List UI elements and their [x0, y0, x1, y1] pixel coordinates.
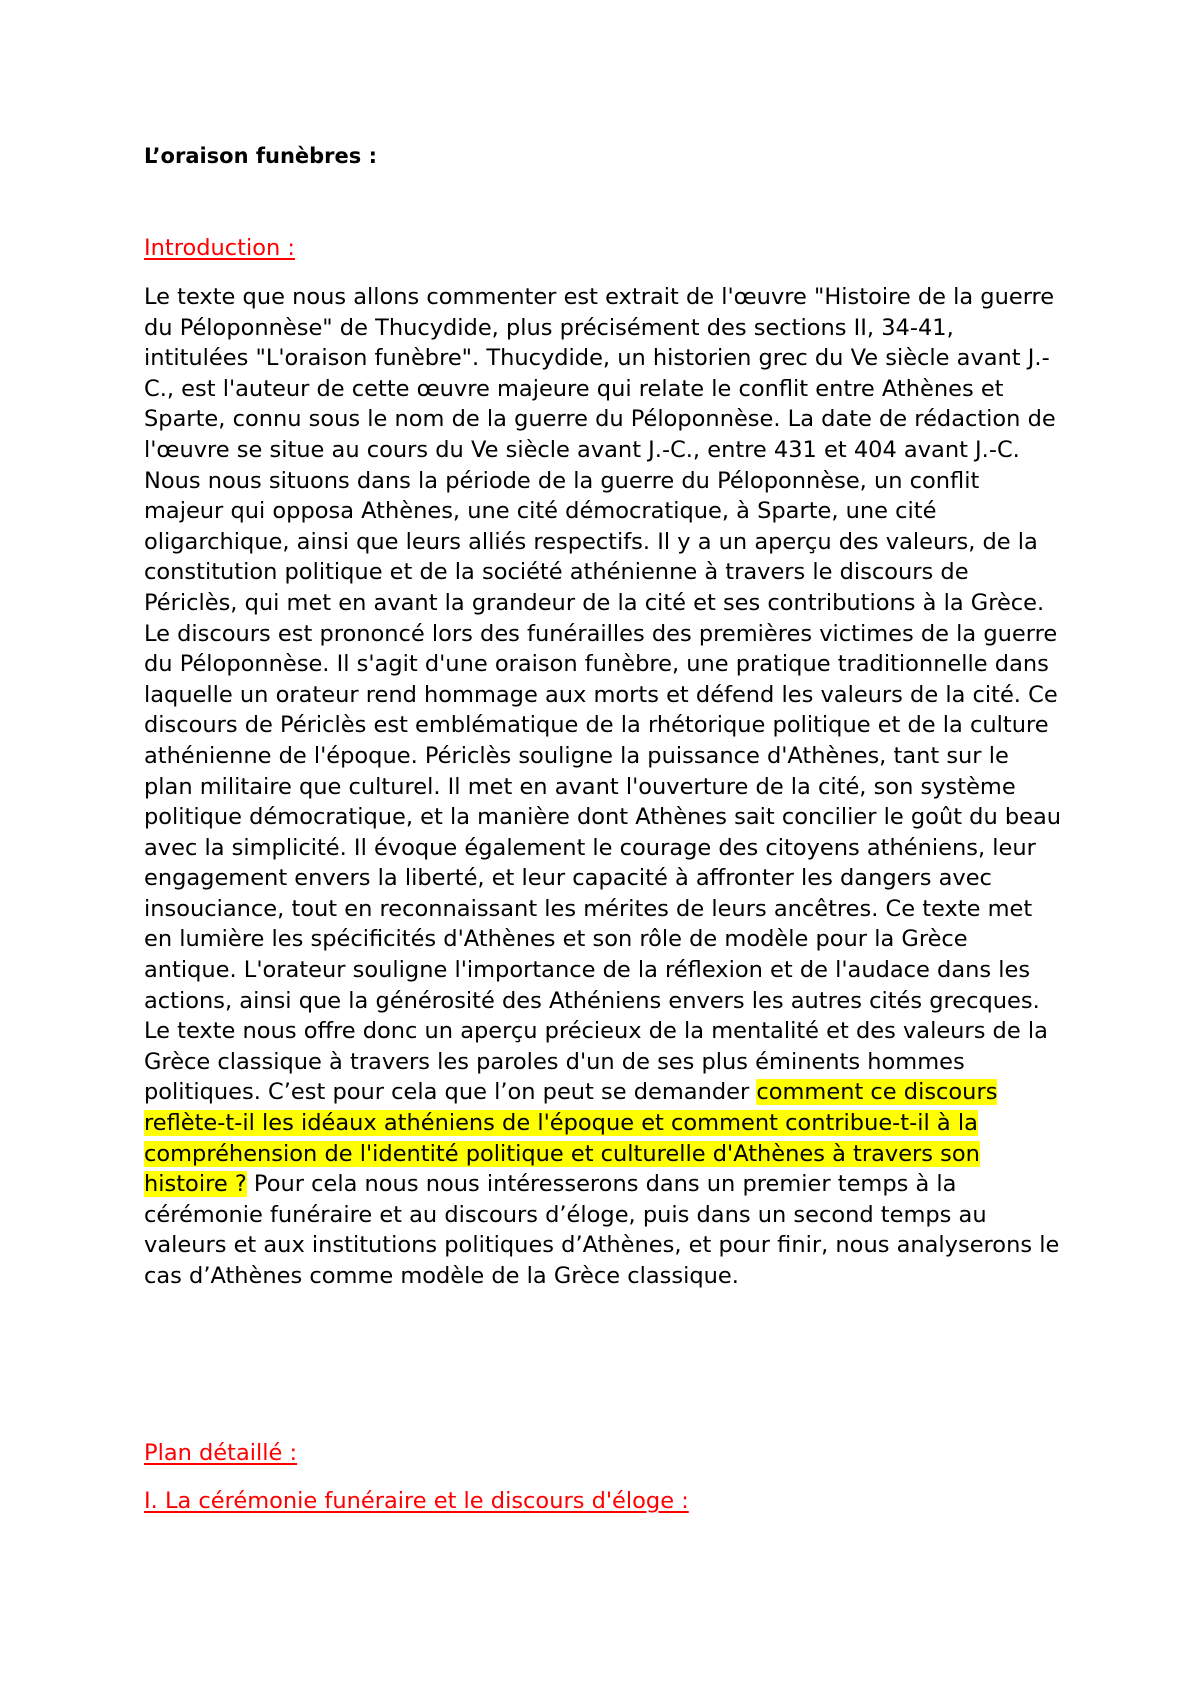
introduction-paragraph	[144, 282, 1064, 1292]
introduction-text-after: Pour cela nous nous intéresserons dans un premier temps à la cérémonie funéraire et au discours d’éloge, puis dans un second temps au valeurs et aux institutions politiques d’Athènes, et pour finir, nous analyserons le cas d’Athènes comme modèle de la Grèce classique.	[144, 1171, 1060, 1289]
plan-heading: Plan détaillé :	[144, 1440, 298, 1466]
part-one-heading: I. La cérémonie funéraire et le discours d'éloge :	[144, 1488, 689, 1514]
introduction-heading: Introduction :	[144, 235, 295, 261]
document-title: L’oraison funèbres :	[144, 144, 377, 168]
introduction-text-before: Le texte que nous allons commenter est extrait de l'œuvre "Histoire de la guerre du Péloponnèse" de Thucydide, plus précisément des sections II, 34-41, intitulées "L'oraison funèbre". Thucydide, un historien grec du Ve siècle avant J.-C., est l'auteur de cette œuvre majeure qui relate le conflit entre Athènes et Sparte, connu sous le nom de la guerre du Péloponnèse. La date de rédaction de l'œuvre se situe au cours du Ve siècle avant J.-C., entre 431 et 404 avant J.-C. Nous nous situons dans la période de la guerre du Péloponnèse, un conflit majeur qui opposa Athènes, une cité démocratique, à Sparte, une cité oligarchique, ainsi que leurs alliés respectifs. Il y a un aperçu des valeurs, de la constitution politique et de la société athénienne à travers le discours de Périclès, qui met en avant la grandeur de la cité et ses contributions à la Grèce. Le discours est prononcé lors des funérailles des premières victimes de la guerre du Péloponnèse. Il s'agit d'une oraison funèbre, une pratique traditionnelle dans laquelle un orateur rend hommage aux morts et défend les valeurs de la cité. Ce discours de Périclès est emblématique de la rhétorique politique et de la culture athénienne de l'époque. Périclès souligne la puissance d'Athènes, tant sur le plan militaire que culturel. Il met en avant l'ouverture de la cité, son système politique démocratique, et la manière dont Athènes sait concilier le goût du beau avec la simplicité. Il évoque également le courage des citoyens athéniens, leur engagement envers la liberté, et leur capacité à affronter les dangers avec insouciance, tout en reconnaissant les mérites de leurs ancêtres. Ce texte met en lumière les spécificités d'Athènes et son rôle de modèle pour la Grèce antique. L'orateur souligne l'importance de la réflexion et de l'audace dans les actions, ainsi que la générosité des Athéniens envers les autres cités grecques. Le texte nous offre donc un aperçu précieux de la mentalité et des valeurs de la Grèce classique à travers les paroles d'un de ses plus éminents hommes politiques. C’est pour cela que l’on peut se demander	[144, 284, 1062, 1106]
problematique-highlight: comment ce discours reflète-t-il les idéaux athéniens de l'époque et comment contribue-t-il à la compréhension de l'identité politique et culturelle d'Athènes à travers son histoire ?	[144, 1079, 998, 1198]
